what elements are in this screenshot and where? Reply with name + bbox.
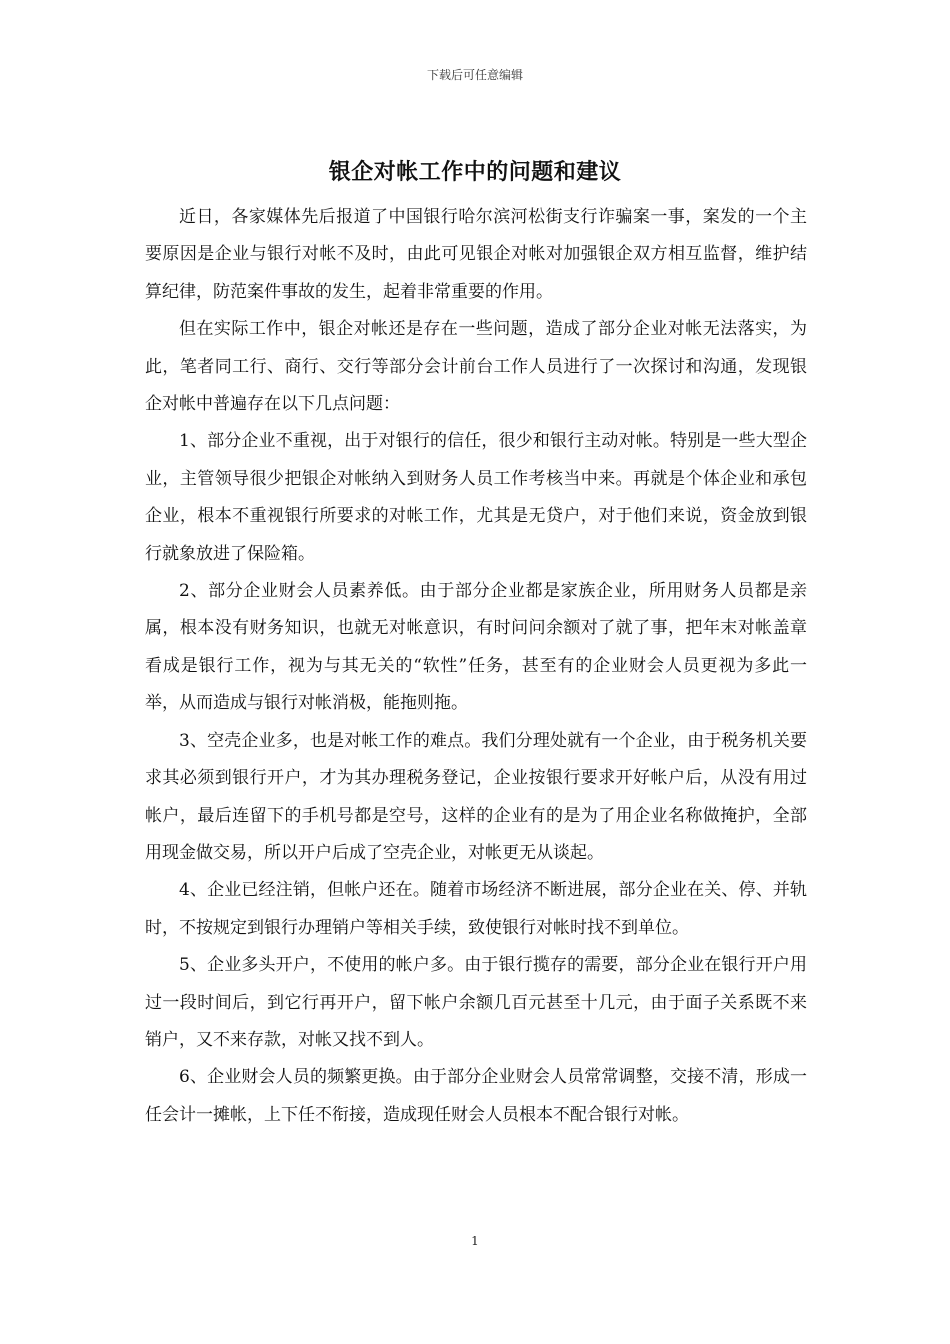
page-header: 下载后可任意编辑 <box>426 68 523 82</box>
document-title: 银企对帐工作中的问题和建议 <box>328 159 622 185</box>
document-body <box>145 199 807 1134</box>
paragraph: 3、空壳企业多，也是对帐工作的难点。我们分理处就有一个企业，由于税务机关要求其必须到银行开户，才为其办理税务登记，企业按银行要求开好帐户后，从没有用过帐户，最后连留下的手机号都是空号，这样的企业有的是为了用企业名称做掩护，全部用现金做交易，所以开户后成了空壳企业，对帐更无从谈起。 <box>145 730 807 863</box>
page-number: 1 <box>471 1234 479 1248</box>
paragraph: 但在实际工作中，银企对帐还是存在一些问题，造成了部分企业对帐无法落实，为此，笔者同工行、商行、交行等部分会计前台工作人员进行了一次探讨和沟通，发现银企对帐中普遍存在以下几点问题： <box>145 319 807 415</box>
paragraph: 2、部分企业财会人员素养低。由于部分企业都是家族企业，所用财务人员都是亲属，根本没有财务知识，也就无对帐意识，有时问问余额对了就了事，把年末对帐盖章看成是银行工作，视为与其无关的“软性”任务，甚至有的企业财会人员更视为多此一举，从而造成与银行对帐消极，能拖则拖。 <box>145 581 807 714</box>
paragraph: 6、企业财会人员的频繁更换。由于部分企业财会人员常常调整，交接不清，形成一任会计一摊帐，上下任不衔接，造成现任财会人员根本不配合银行对帐。 <box>145 1067 807 1125</box>
paragraph: 5、企业多头开户，不使用的帐户多。由于银行揽存的需要，部分企业在银行开户用过一段时间后，到它行再开户，留下帐户余额几百元甚至十几元，由于面子关系既不来销户，又不来存款，对帐又找不到人。 <box>145 955 807 1050</box>
paragraph: 1、部分企业不重视，出于对银行的信任，很少和银行主动对帐。特别是一些大型企业，主管领导很少把银企对帐纳入到财务人员工作考核当中来。再就是个体企业和承包企业，根本不重视银行所要求的对帐工作，尤其是无贷户，对于他们来说，资金放到银行就象放进了保险箱。 <box>145 431 807 564</box>
paragraph: 4、企业已经注销，但帐户还在。随着市场经济不断进展，部分企业在关、停、并轨时，不按规定到银行办理销户等相关手续，致使银行对帐时找不到单位。 <box>145 880 807 938</box>
paragraph: 近日，各家媒体先后报道了中国银行哈尔滨河松街支行诈骗案一事，案发的一个主要原因是企业与银行对帐不及时，由此可见银企对帐对加强银企双方相互监督，维护结算纪律，防范案件事故的发生，起着非常重要的作用。 <box>145 207 807 302</box>
